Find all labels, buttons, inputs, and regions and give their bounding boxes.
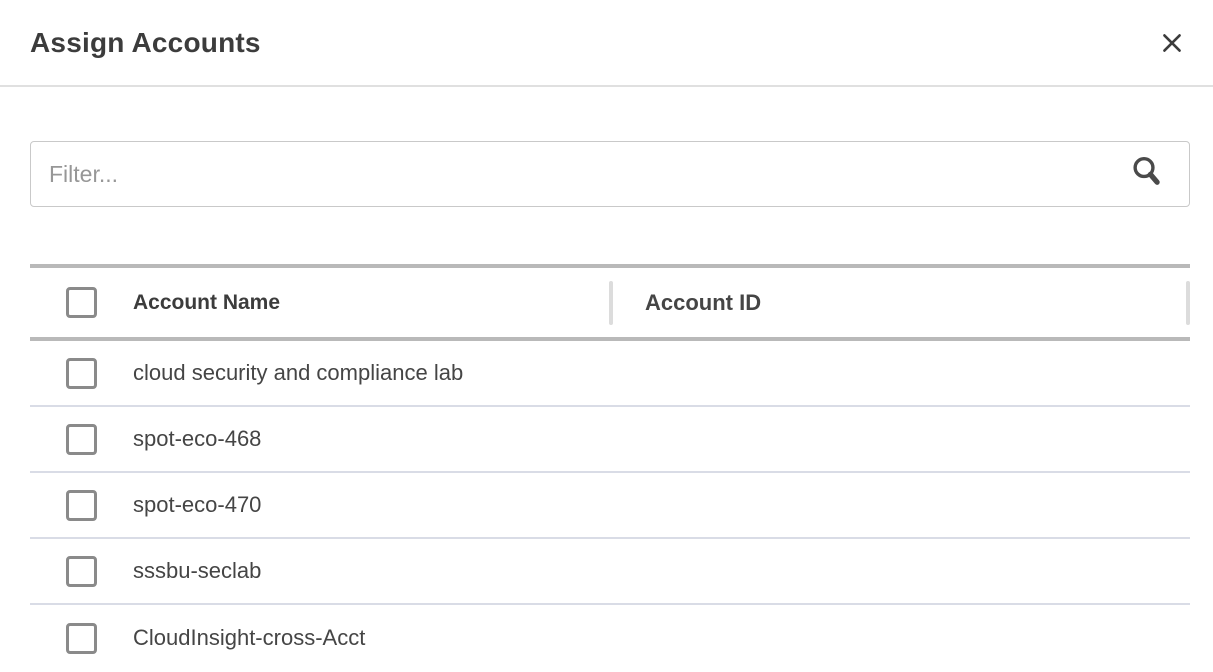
table-row[interactable] (30, 407, 1190, 473)
select-all-checkbox[interactable] (66, 287, 97, 318)
account-name-cell: sssbu-seclab (133, 558, 262, 583)
row-checkbox[interactable] (66, 490, 97, 521)
row-checkbox-cell (30, 556, 133, 587)
filter-input[interactable] (30, 141, 1190, 207)
row-checkbox[interactable] (66, 556, 97, 587)
column-separator-right (1186, 281, 1190, 325)
account-name-cell: spot-eco-470 (133, 492, 262, 517)
accounts-table (30, 264, 1190, 671)
column-header-account-id[interactable]: Account ID (645, 289, 762, 315)
column-header-account-name[interactable]: Account Name (133, 290, 281, 314)
row-checkbox[interactable] (66, 623, 97, 654)
table-header-row (30, 264, 1190, 341)
modal-header (0, 0, 1213, 87)
modal-title: Assign Accounts (30, 26, 261, 58)
table-row[interactable] (30, 539, 1190, 605)
close-button[interactable] (1157, 28, 1187, 58)
row-checkbox[interactable] (66, 358, 97, 389)
row-checkbox-cell (30, 358, 133, 389)
row-checkbox-cell (30, 424, 133, 455)
account-name-cell: CloudInsight-cross-Acct (133, 625, 366, 650)
row-checkbox[interactable] (66, 424, 97, 455)
table-row[interactable] (30, 473, 1190, 539)
close-icon (1159, 30, 1185, 56)
row-checkbox-cell (30, 623, 133, 654)
account-name-cell: cloud security and compliance lab (133, 360, 464, 385)
row-checkbox-cell (30, 490, 133, 521)
table-row[interactable] (30, 341, 1190, 407)
table-body (30, 341, 1190, 671)
account-name-cell: spot-eco-468 (133, 426, 262, 451)
filter-container (30, 141, 1190, 207)
table-row[interactable] (30, 605, 1190, 671)
select-all-cell (30, 287, 133, 318)
